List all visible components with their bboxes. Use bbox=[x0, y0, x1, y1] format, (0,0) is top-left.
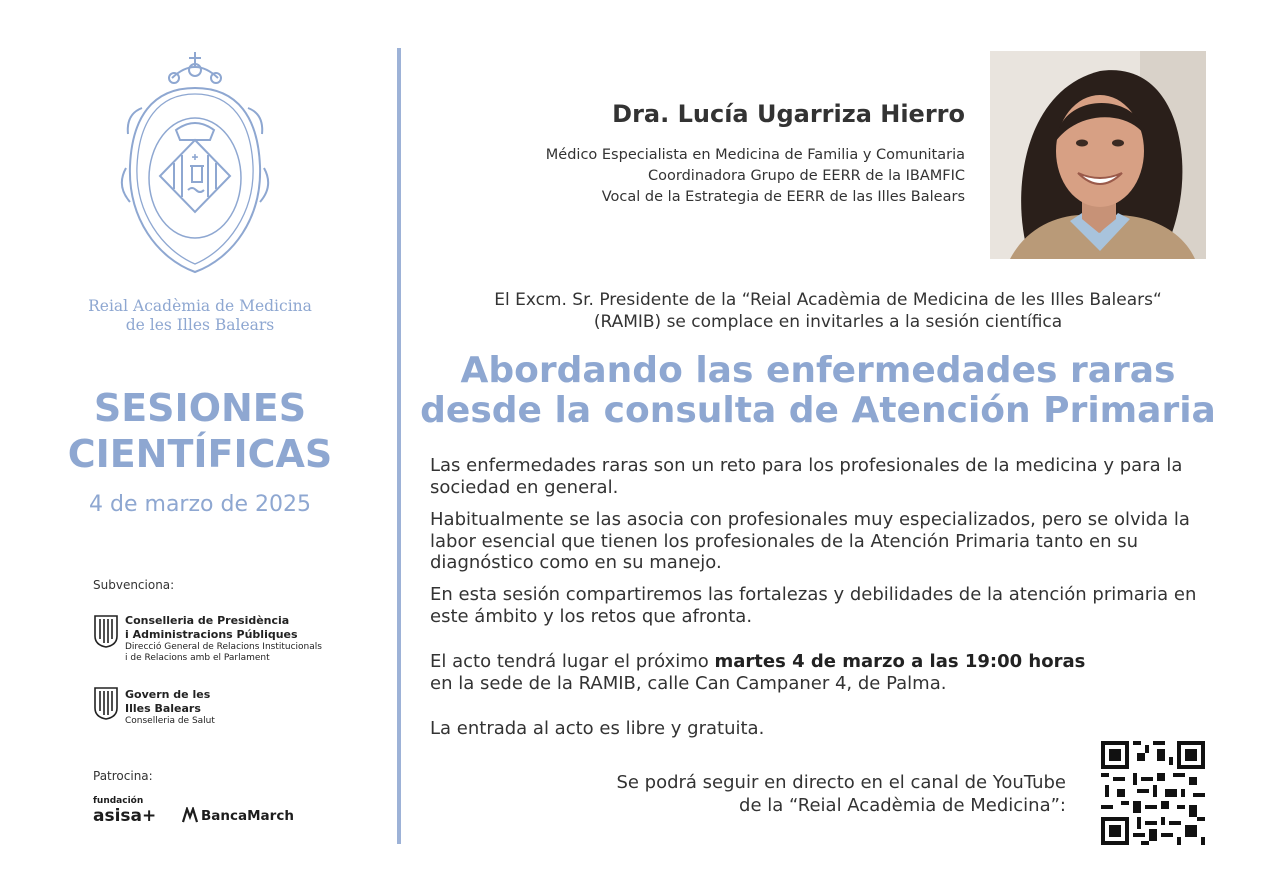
invitation-line1: El Excm. Sr. Presidente de la “Reial Acadèmia de Medicina de les Illes Balears“ bbox=[494, 290, 1162, 310]
conselleria-presidencia-text bbox=[125, 614, 322, 664]
govern-name-line2: Illes Balears bbox=[125, 702, 201, 715]
sponsor-fund-text: fundación bbox=[93, 796, 144, 806]
bancamarch-logo-icon bbox=[182, 807, 198, 823]
body-paragraph-2: Habitualmente se las asocia con profesionales muy especializados, pero se olvida la labor esencial que tienen los profesionales de la Atención Primaria tanto en su diagnóstico como en su manejo. bbox=[430, 509, 1190, 573]
conselleria-sub-line1: Direcció General de Relacions Institucionals bbox=[125, 642, 322, 652]
speaker-role-1: Médico Especialista en Medicina de Familia y Comunitaria bbox=[545, 147, 965, 163]
svg-text:✚: ✚ bbox=[191, 153, 199, 162]
sessions-title-line2: CIENTÍFICAS bbox=[67, 432, 333, 476]
youtube-note-line2: de la “Reial Acadèmia de Medicina”: bbox=[739, 795, 1066, 816]
event-location: en la sede de la RAMIB, calle Can Campaner 4, de Palma. bbox=[430, 672, 947, 694]
goib-shield-icon bbox=[93, 686, 119, 720]
sponsor-label: Patrocina: bbox=[93, 769, 153, 783]
speaker-photo bbox=[990, 51, 1206, 259]
goib-shield-icon bbox=[93, 614, 119, 648]
govern-salut-text bbox=[125, 688, 215, 727]
conselleria-name-line1: Conselleria de Presidència bbox=[125, 614, 290, 627]
conselleria-name-line2: i Administracions Públiques bbox=[125, 628, 298, 641]
event-details bbox=[430, 651, 1212, 694]
speaker-name: Dra. Lucía Ugarriza Hierro bbox=[612, 100, 965, 128]
youtube-qr-code[interactable] bbox=[1101, 741, 1205, 845]
speaker-role-2: Coordinadora Grupo de EERR de la IBAMFIC bbox=[648, 168, 965, 184]
event-details-lead: El acto tendrá lugar el próximo bbox=[430, 651, 715, 672]
event-datetime: martes 4 de marzo a las 19:00 horas bbox=[714, 651, 1086, 672]
subsidy-label: Subvenciona: bbox=[93, 578, 175, 592]
invitation-line2: (RAMIB) se complace en invitarles a la sesión científica bbox=[593, 312, 1063, 332]
youtube-note-line1: Se podrá seguir en directo en el canal de YouTube bbox=[616, 772, 1066, 793]
body-paragraph-1: Las enfermedades raras son un reto para los profesionales de la medicina y para la sociedad en general. bbox=[430, 455, 1183, 498]
event-title-line1: Abordando las enfermedades raras bbox=[460, 350, 1176, 391]
vertical-divider bbox=[397, 48, 401, 844]
academy-name-line1: Reial Acadèmia de Medicina bbox=[88, 297, 312, 315]
free-entry-note: La entrada al acto es libre y gratuita. bbox=[430, 718, 765, 739]
speaker-role-3: Vocal de la Estrategia de EERR de las Illes Balears bbox=[601, 189, 965, 205]
govern-name-line1: Govern de les bbox=[125, 688, 211, 701]
event-title-line2: desde la consulta de Atención Primaria bbox=[420, 390, 1216, 431]
asisa-logo: asisa+ bbox=[93, 806, 157, 826]
session-date: 4 de marzo de 2025 bbox=[89, 492, 311, 517]
academy-name-line2: de les Illes Balears bbox=[125, 316, 275, 334]
sessions-title-line1: SESIONES bbox=[93, 386, 307, 430]
academy-crest-logo bbox=[112, 48, 278, 284]
conselleria-sub-line2: i de Relacions amb el Parlament bbox=[125, 653, 270, 663]
body-paragraph-3: En esta sesión compartiremos las fortalezas y debilidades de la atención primaria en este ámbito y los retos que afronta. bbox=[430, 584, 1197, 627]
bancamarch-logo: BancaMarch bbox=[201, 808, 294, 824]
govern-sub: Conselleria de Salut bbox=[125, 716, 215, 726]
